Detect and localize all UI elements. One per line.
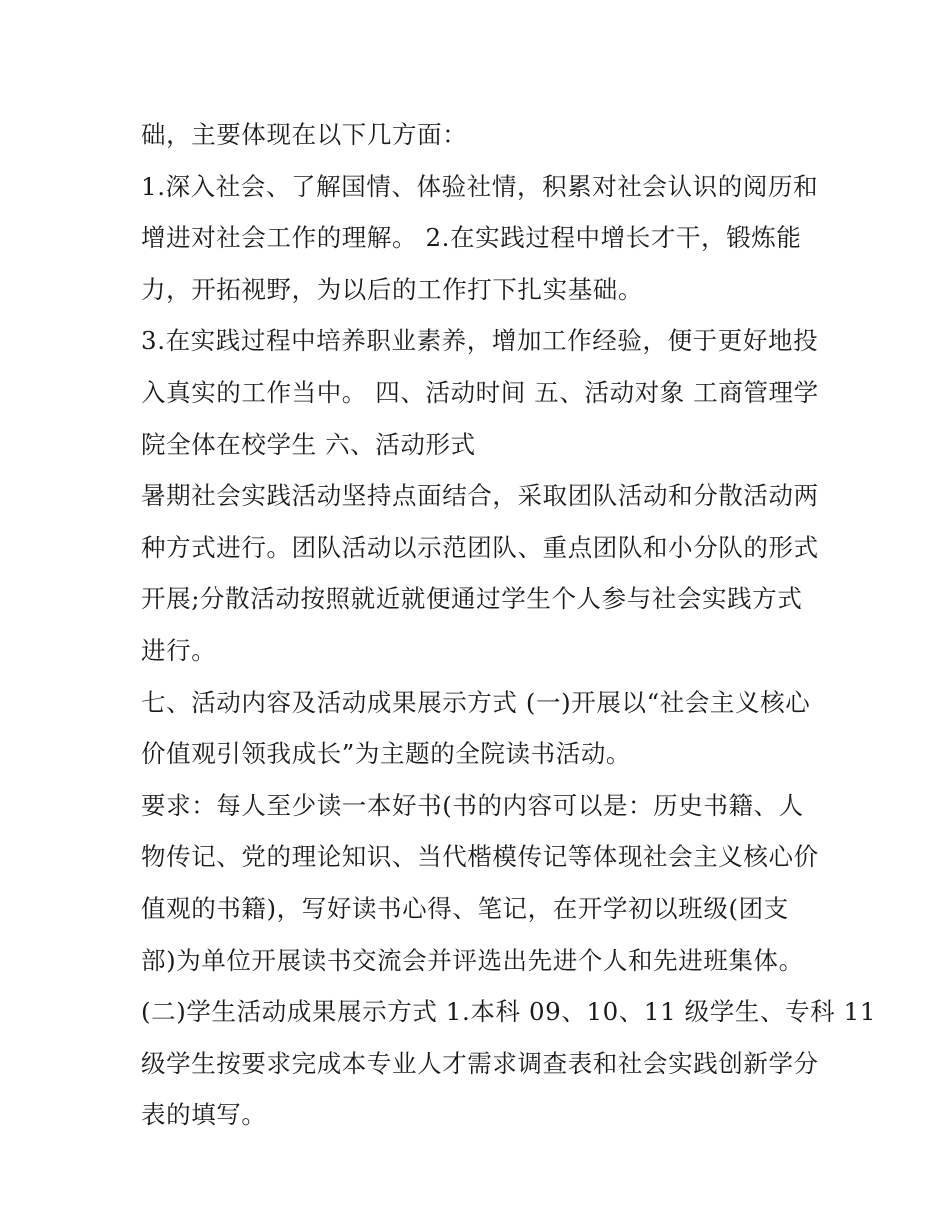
text-line: 部)为单位开展读书交流会并评选出先进个人和先进班集体。 [141, 945, 804, 975]
text-line: 值观的书籍)，写好读书心得、笔记，在开学初以班级(团支 [141, 893, 789, 923]
text-line: 级学生按要求完成本专业人才需求调查表和社会实践创新学分 [141, 1048, 819, 1078]
text-line: 开展;分散活动按照就近就便通过学生个人参与社会实践方式 [141, 584, 803, 614]
text-line: 3.在实践过程中培养职业素养，增加工作经验，便于更好地投 [141, 326, 819, 356]
text-line: 暑期社会实践活动坚持点面结合，采取团队活动和分散活动两 [141, 481, 819, 511]
text-line: 表的填写。 [141, 1100, 267, 1130]
text-line: 院全体在校学生 六、活动形式 [141, 429, 476, 459]
text-line: 1.深入社会、了解国情、体验社情，积累对社会认识的阅历和 [141, 171, 819, 201]
text-line: 七、活动内容及活动成果展示方式 (一)开展以“社会主义核心 [141, 687, 811, 717]
text-line: 要求：每人至少读一本好书(书的内容可以是：历史书籍、人 [141, 790, 804, 820]
text-line: 增进对社会工作的理解。 2.在实践过程中增长才干，锻炼能 [141, 223, 802, 253]
text-line: 种方式进行。团队活动以示范团队、重点团队和小分队的形式 [141, 532, 819, 562]
text-line: 入真实的工作当中。 四、活动时间 五、活动对象 工商管理学 [141, 377, 819, 407]
text-line: 力，开拓视野，为以后的工作打下扎实基础。 [141, 274, 643, 304]
text-line: 物传记、党的理论知识、当代楷模传记等体现社会主义核心价 [141, 842, 819, 872]
text-line: 础，主要体现在以下几方面： [141, 120, 468, 149]
text-line: 价值观引领我成长”为主题的全院读书活动。 [141, 739, 632, 769]
document-body [141, 109, 877, 1141]
text-line: 进行。 [141, 635, 217, 665]
text-line: (二)学生活动成果展示方式 1.本科 09、10、11 级学生、专科 11 [141, 997, 877, 1027]
